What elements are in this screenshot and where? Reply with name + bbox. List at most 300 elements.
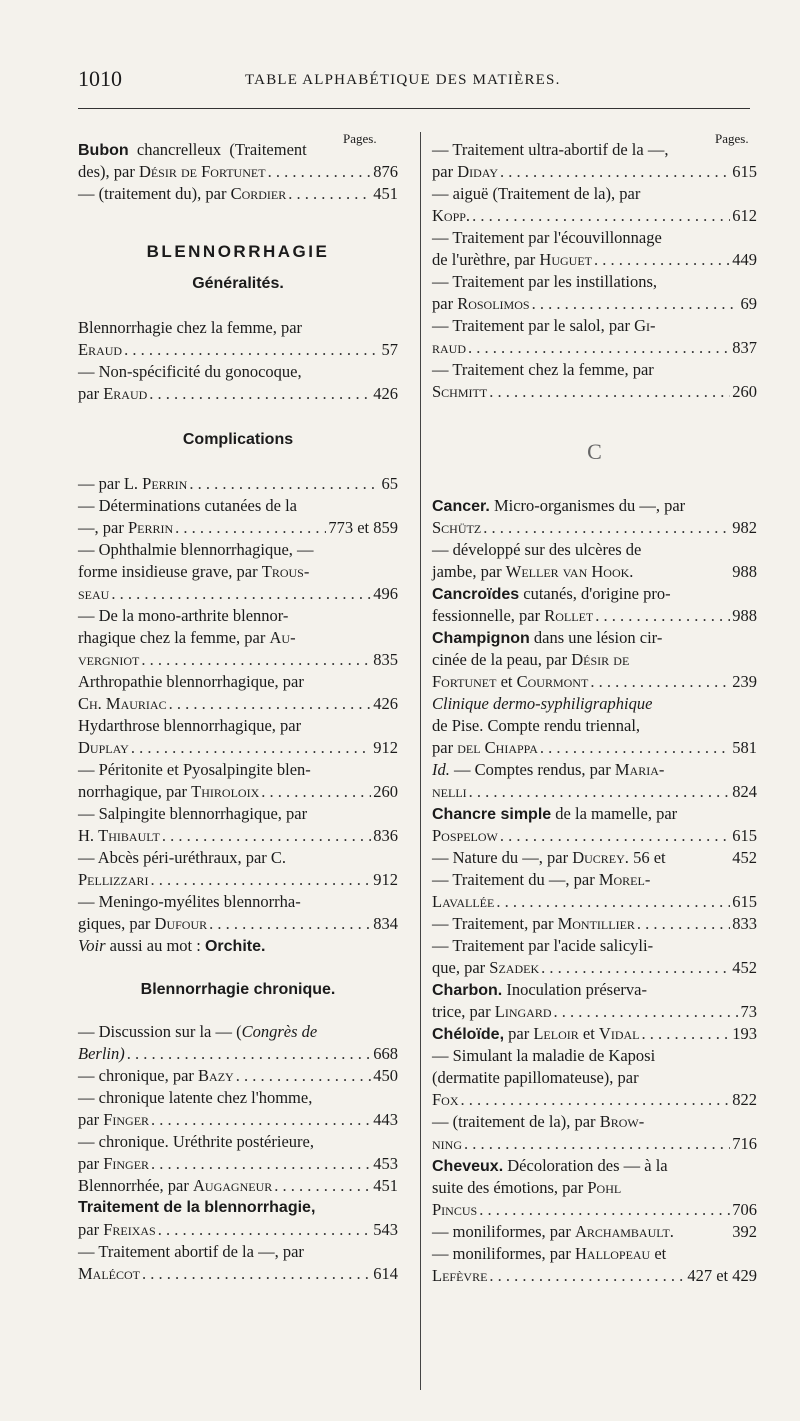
leader-dots bbox=[169, 693, 372, 715]
index-line bbox=[432, 1067, 757, 1089]
page-ref: 426 bbox=[373, 384, 398, 403]
entry-text: — Abcès péri-uréthraux, par C. bbox=[78, 848, 287, 867]
author-name: Trous- bbox=[261, 562, 310, 581]
leader-dots bbox=[141, 649, 371, 671]
author-name: Fox bbox=[432, 1090, 459, 1109]
entry-text: jambe, par bbox=[432, 562, 506, 581]
page-ref: 73 bbox=[740, 1002, 757, 1021]
leader-dots bbox=[274, 1175, 371, 1197]
entry-text: — Discussion sur la — ( bbox=[78, 1022, 242, 1041]
entry-text: de Pise. Compte rendu triennal, bbox=[432, 716, 641, 735]
index-line bbox=[432, 715, 757, 737]
index-line bbox=[78, 649, 398, 671]
author-name: ning bbox=[432, 1134, 462, 1153]
leader-dots bbox=[142, 1263, 371, 1285]
leader-dots bbox=[554, 1001, 739, 1023]
index-line bbox=[432, 1001, 757, 1023]
entry-text: — Ophthalmie blennorrhagique, — bbox=[78, 540, 314, 559]
author-name: Ch. Mauriac bbox=[78, 694, 167, 713]
entry-text: Décoloration des — à la bbox=[503, 1156, 668, 1175]
entry-text: — Traitement par le salol, par bbox=[432, 316, 635, 335]
entry-text: par bbox=[78, 1110, 104, 1129]
entry-text: et bbox=[496, 672, 517, 691]
page-ref: 452 bbox=[732, 958, 757, 977]
author-name: Malécot bbox=[78, 1264, 140, 1283]
leader-dots bbox=[461, 1089, 731, 1111]
author-name: Pohl bbox=[587, 1178, 622, 1197]
index-line bbox=[432, 1243, 757, 1265]
page-ref: 835 bbox=[373, 650, 398, 669]
page-ref: 451 bbox=[373, 1176, 398, 1195]
author-name: Gi- bbox=[634, 316, 656, 335]
leader-dots bbox=[261, 781, 371, 803]
entry-text: — aiguë (Traitement de la), par bbox=[432, 184, 641, 203]
leader-dots bbox=[540, 737, 730, 759]
index-line bbox=[78, 1087, 398, 1109]
page-ref: 988 bbox=[732, 606, 757, 625]
page-ref: 193 bbox=[732, 1024, 757, 1043]
index-line bbox=[432, 979, 757, 1001]
leader-dots bbox=[532, 293, 739, 315]
entry-text: par bbox=[78, 1154, 104, 1173]
index-line bbox=[78, 671, 398, 693]
index-line bbox=[78, 1153, 398, 1175]
page-ref: 392 bbox=[732, 1222, 757, 1241]
page-ref: 426 bbox=[373, 694, 398, 713]
entry-text: — Salpingite blennorrhagique, par bbox=[78, 804, 308, 823]
author-name: Finger bbox=[103, 1110, 150, 1129]
index-line bbox=[78, 913, 398, 935]
page-ref: 837 bbox=[732, 338, 757, 357]
author-name: Lefèvre bbox=[432, 1266, 488, 1285]
author-name: vergniot bbox=[78, 650, 140, 669]
author-name: Freixas bbox=[103, 1220, 156, 1239]
entry-text: — (traitement du), par bbox=[78, 184, 231, 203]
index-line bbox=[78, 495, 398, 517]
leader-dots bbox=[162, 825, 371, 847]
index-line bbox=[78, 539, 398, 561]
entry-text: Généralités. bbox=[192, 275, 284, 292]
leader-dots bbox=[642, 1023, 731, 1045]
author-name: seau bbox=[78, 584, 110, 603]
entry-text: — Nature du —, par bbox=[432, 848, 573, 867]
entry-text: (dermatite papillomateuse), par bbox=[432, 1068, 639, 1087]
entry-text: par bbox=[78, 1220, 104, 1239]
entry-text: — Meningo-myélites blennorrha- bbox=[78, 892, 301, 911]
index-line bbox=[432, 161, 757, 183]
index-line bbox=[432, 1177, 757, 1199]
entry-text: norrhagique, par bbox=[78, 782, 192, 801]
entry-text: — chronique latente chez l'homme, bbox=[78, 1088, 313, 1107]
index-line bbox=[78, 825, 398, 847]
page-ref: 543 bbox=[373, 1220, 398, 1239]
leader-dots bbox=[127, 1043, 372, 1065]
leader-dots bbox=[595, 605, 730, 627]
index-line bbox=[432, 583, 757, 605]
author-name: Brow- bbox=[599, 1112, 645, 1131]
leader-dots bbox=[483, 517, 730, 539]
pages-label: Pages. bbox=[343, 131, 377, 146]
page-ref: 65 bbox=[381, 474, 398, 493]
entry-text: de la mamelle, par bbox=[551, 804, 678, 823]
author-name: Cordier bbox=[230, 184, 287, 203]
leader-dots bbox=[594, 249, 730, 271]
index-line bbox=[432, 913, 757, 935]
author-name: Perrin bbox=[142, 474, 188, 493]
index-line bbox=[432, 1199, 757, 1221]
entry-text: rhagique chez la femme, par bbox=[78, 628, 270, 647]
index-line bbox=[432, 1089, 757, 1111]
entry-text: Berlin) bbox=[78, 1044, 125, 1063]
entry-text: Voir bbox=[78, 936, 106, 955]
entry-text: H. bbox=[78, 826, 99, 845]
index-line bbox=[432, 495, 757, 517]
index-line bbox=[432, 359, 757, 381]
entry-text: Micro-organismes du —, par bbox=[489, 496, 686, 515]
page-ref: 615 bbox=[732, 826, 757, 845]
index-line bbox=[78, 891, 398, 913]
index-line bbox=[432, 869, 757, 891]
entry-text: cutanés, d'origine pro- bbox=[519, 584, 671, 603]
index-line bbox=[78, 1021, 398, 1043]
index-line bbox=[78, 1241, 398, 1263]
index-line bbox=[432, 271, 757, 293]
leader-dots bbox=[489, 381, 730, 403]
entry-text: aussi au mot : bbox=[105, 936, 205, 955]
page-ref: 427 et 429 bbox=[687, 1266, 757, 1285]
running-title: TABLE ALPHABÉTIQUE DES MATIÈRES. bbox=[245, 72, 561, 88]
entry-text: — Simulant la maladie de Kaposi bbox=[432, 1046, 656, 1065]
index-line bbox=[432, 249, 757, 271]
page-ref: 836 bbox=[373, 826, 398, 845]
author-name: Au- bbox=[269, 628, 296, 647]
entry-text: cinée de la peau, par bbox=[432, 650, 572, 669]
entry-keyword: Cancroïdes bbox=[432, 586, 520, 603]
pages-label: Pages. bbox=[715, 131, 749, 146]
leader-dots bbox=[268, 161, 372, 183]
author-name: Pincus bbox=[432, 1200, 478, 1219]
author-name: Maria- bbox=[614, 760, 665, 779]
index-line bbox=[432, 1221, 757, 1243]
index-line bbox=[432, 759, 757, 781]
page-ref: 260 bbox=[732, 382, 757, 401]
leader-dots bbox=[209, 913, 371, 935]
entry-text: — Traitement par les instillations, bbox=[432, 272, 658, 291]
index-line bbox=[432, 539, 757, 561]
author-name: Désir de Fortunet bbox=[138, 162, 266, 181]
index-line bbox=[78, 383, 398, 405]
index-line bbox=[78, 803, 398, 825]
page-ref: 988 bbox=[732, 562, 757, 581]
leader-dots bbox=[236, 1065, 372, 1087]
page-ref: 716 bbox=[732, 1134, 757, 1153]
leader-dots bbox=[175, 517, 326, 539]
entry-text: par bbox=[78, 384, 104, 403]
author-name: Kopp. bbox=[432, 206, 471, 225]
page-ref: 260 bbox=[373, 782, 398, 801]
entry-text: — chronique. Uréthrite postérieure, bbox=[78, 1132, 314, 1151]
author-name: Courmont bbox=[516, 672, 589, 691]
index-line bbox=[432, 441, 757, 463]
leader-dots bbox=[149, 383, 371, 405]
entry-keyword: Orchite. bbox=[204, 938, 266, 955]
entry-text: — Péritonite et Pyosalpingite blen- bbox=[78, 760, 311, 779]
entry-text: C bbox=[587, 439, 602, 464]
entry-text: par bbox=[432, 162, 458, 181]
entry-text: — Comptes rendus, par bbox=[449, 760, 615, 779]
index-line bbox=[78, 429, 398, 451]
page-ref: 615 bbox=[732, 162, 757, 181]
entry-text: — moniliformes, par bbox=[432, 1244, 575, 1263]
index-line bbox=[78, 1175, 398, 1197]
page-ref: 912 bbox=[373, 738, 398, 757]
index-line bbox=[432, 517, 757, 539]
index-line bbox=[78, 1131, 398, 1153]
entry-keyword: Cancer. bbox=[432, 498, 490, 515]
page-ref: 443 bbox=[373, 1110, 398, 1129]
index-line bbox=[432, 1133, 757, 1155]
author-name: Hallopeau bbox=[574, 1244, 651, 1263]
entry-text: Complications bbox=[182, 431, 294, 448]
leader-dots bbox=[500, 825, 730, 847]
index-line bbox=[78, 517, 398, 539]
entry-text: des), par bbox=[78, 162, 139, 181]
entry-text: de l'urèthre, par bbox=[432, 250, 540, 269]
entry-text: — chronique, par bbox=[78, 1066, 199, 1085]
leader-dots bbox=[496, 891, 730, 913]
entry-text: —, par bbox=[78, 518, 128, 537]
leader-dots bbox=[151, 1109, 371, 1131]
author-name: Perrin bbox=[127, 518, 174, 537]
entry-text: Blennorrhée, par bbox=[78, 1176, 193, 1195]
index-line bbox=[432, 781, 757, 803]
entry-text: — De la mono-arthrite blennor- bbox=[78, 606, 289, 625]
entry-text: Inoculation préserva- bbox=[502, 980, 647, 999]
page-number: 1010 bbox=[78, 66, 122, 91]
index-line bbox=[432, 1155, 757, 1177]
entry-text: — par L. bbox=[78, 474, 143, 493]
index-line bbox=[78, 605, 398, 627]
index-line bbox=[432, 627, 757, 649]
author-name: Rollet bbox=[544, 606, 594, 625]
entry-keyword: Champignon bbox=[432, 630, 530, 647]
entry-text: et bbox=[650, 1244, 667, 1263]
page-ref: 450 bbox=[373, 1066, 398, 1085]
author-name: Dufour bbox=[154, 914, 208, 933]
index-line bbox=[432, 1111, 757, 1133]
page-ref: 614 bbox=[373, 1264, 398, 1283]
index-line bbox=[78, 339, 398, 361]
leader-dots bbox=[590, 671, 730, 693]
index-line bbox=[78, 1043, 398, 1065]
leader-dots bbox=[124, 339, 379, 361]
leader-dots bbox=[151, 869, 372, 891]
page-ref: 451 bbox=[373, 184, 398, 203]
author-name: Schmitt bbox=[432, 382, 488, 401]
index-line bbox=[78, 1197, 398, 1219]
leader-dots bbox=[469, 781, 731, 803]
entry-text: chancrelleux (Traitement bbox=[128, 140, 307, 159]
entry-keyword: Chéloïde, bbox=[432, 1026, 505, 1043]
index-line bbox=[78, 781, 398, 803]
index-line bbox=[432, 737, 757, 759]
entry-text: que, par bbox=[432, 958, 490, 977]
index-line bbox=[432, 671, 757, 693]
leader-dots bbox=[189, 473, 379, 495]
entry-text: — Traitement, par bbox=[432, 914, 558, 933]
page-ref: 912 bbox=[373, 870, 398, 889]
entry-keyword: Cheveux. bbox=[432, 1158, 504, 1175]
index-line bbox=[78, 979, 398, 1001]
page-ref: 834 bbox=[373, 914, 398, 933]
index-line bbox=[432, 227, 757, 249]
index-line bbox=[78, 561, 398, 583]
author-name: Rosolimos bbox=[457, 294, 530, 313]
author-name: Eraud bbox=[103, 384, 148, 403]
page-ref: 453 bbox=[373, 1154, 398, 1173]
page-ref: 69 bbox=[740, 294, 757, 313]
entry-keyword: Charbon. bbox=[432, 982, 503, 999]
entry-text: et bbox=[578, 1024, 599, 1043]
index-line bbox=[432, 847, 757, 869]
index-line bbox=[78, 715, 398, 737]
entry-text: BLENNORRHAGIE bbox=[146, 242, 330, 261]
entry-keyword: Bubon bbox=[78, 142, 129, 159]
author-name: Montillier bbox=[557, 914, 635, 933]
author-name: Eraud bbox=[78, 340, 123, 359]
leader-dots bbox=[111, 583, 371, 605]
page-ref: 824 bbox=[732, 782, 757, 801]
page-ref: 982 bbox=[732, 518, 757, 537]
entry-keyword: Traitement de la blennorrhagie, bbox=[78, 1199, 316, 1216]
page-ref: 706 bbox=[732, 1200, 757, 1219]
page-ref: 496 bbox=[373, 584, 398, 603]
author-name: Leloir bbox=[533, 1024, 579, 1043]
page-ref: 452 bbox=[732, 848, 757, 867]
index-line bbox=[432, 1265, 757, 1287]
leader-dots bbox=[288, 183, 371, 205]
index-line bbox=[432, 935, 757, 957]
index-line bbox=[78, 183, 398, 205]
entry-text: — Traitement par l'écouvillonnage bbox=[432, 228, 662, 247]
index-line bbox=[78, 693, 398, 715]
index-line bbox=[78, 1219, 398, 1241]
index-line bbox=[432, 649, 757, 671]
entry-text: Blennorrhagie chronique. bbox=[140, 981, 336, 998]
page-ref: 833 bbox=[732, 914, 757, 933]
author-name: Pospelow bbox=[432, 826, 498, 845]
index-line bbox=[432, 825, 757, 847]
index-line bbox=[78, 1263, 398, 1285]
page-ref: 876 bbox=[373, 162, 398, 181]
author-name: Duplay bbox=[78, 738, 129, 757]
entry-text: fessionnelle, par bbox=[432, 606, 545, 625]
entry-text: — Traitement chez la femme, par bbox=[432, 360, 654, 379]
index-line bbox=[432, 561, 757, 583]
page-ref: 449 bbox=[732, 250, 757, 269]
page-ref: 615 bbox=[732, 892, 757, 911]
author-name: Huguet bbox=[539, 250, 592, 269]
index-line bbox=[432, 1045, 757, 1067]
index-line bbox=[78, 869, 398, 891]
author-name: Thiroloix bbox=[191, 782, 260, 801]
author-name: Weller van Hook. bbox=[505, 562, 634, 581]
leader-dots bbox=[479, 1199, 730, 1221]
entry-text: — développé sur des ulcères de bbox=[432, 540, 642, 559]
author-name: Augagneur bbox=[193, 1176, 273, 1195]
author-name: Lavallée bbox=[432, 892, 495, 911]
index-line bbox=[78, 473, 398, 495]
author-name: Szadek bbox=[489, 958, 540, 977]
page-ref: 822 bbox=[732, 1090, 757, 1109]
index-line bbox=[432, 293, 757, 315]
author-name: Thibault bbox=[98, 826, 160, 845]
index-line bbox=[432, 139, 757, 161]
leader-dots bbox=[131, 737, 371, 759]
index-line bbox=[78, 847, 398, 869]
index-line bbox=[78, 1065, 398, 1087]
leader-dots bbox=[464, 1133, 730, 1155]
index-line bbox=[432, 337, 757, 359]
leader-dots bbox=[500, 161, 730, 183]
index-line bbox=[432, 205, 757, 227]
leader-dots bbox=[472, 205, 730, 227]
entry-text: par bbox=[504, 1024, 534, 1043]
index-line bbox=[432, 381, 757, 403]
leader-dots bbox=[468, 337, 730, 359]
author-name: Ducrey. bbox=[572, 848, 629, 867]
leader-dots bbox=[151, 1153, 371, 1175]
page-ref: 668 bbox=[373, 1044, 398, 1063]
leader-dots bbox=[541, 957, 730, 979]
index-line bbox=[432, 891, 757, 913]
entry-text: — Traitement du —, par bbox=[432, 870, 599, 889]
index-line bbox=[78, 161, 398, 183]
index-line bbox=[432, 605, 757, 627]
author-name: Fortunet bbox=[432, 672, 497, 691]
author-name: Morel- bbox=[598, 870, 651, 889]
entry-text: Arthropathie blennorrhagique, par bbox=[78, 672, 304, 691]
index-line bbox=[78, 139, 398, 161]
index-line bbox=[432, 183, 757, 205]
index-line bbox=[78, 583, 398, 605]
entry-text: Hydarthrose blennorrhagique, par bbox=[78, 716, 302, 735]
entry-text: trice, par bbox=[432, 1002, 495, 1021]
author-name: Pellizzari bbox=[78, 870, 149, 889]
author-name: Désir de bbox=[571, 650, 630, 669]
index-line bbox=[78, 361, 398, 383]
author-name: Schütz bbox=[432, 518, 482, 537]
page-ref: 773 et 859 bbox=[328, 518, 398, 537]
entry-text: — (traitement de la), par bbox=[432, 1112, 600, 1131]
entry-text: suite des émotions, par bbox=[432, 1178, 588, 1197]
leader-dots bbox=[158, 1219, 372, 1241]
entry-text: par bbox=[432, 738, 458, 757]
index-line bbox=[78, 273, 398, 295]
author-name: Archambault. bbox=[574, 1222, 674, 1241]
index-line bbox=[78, 935, 398, 957]
index-line bbox=[78, 627, 398, 649]
entry-keyword: Chancre simple bbox=[432, 806, 552, 823]
author-name: del Chiappa bbox=[457, 738, 538, 757]
page-ref: 57 bbox=[381, 340, 398, 359]
entry-text: Blennorrhagie chez la femme, par bbox=[78, 318, 303, 337]
index-line bbox=[78, 737, 398, 759]
entry-text: — Traitement ultra-abortif de la —, bbox=[432, 140, 669, 159]
entry-text: forme insidieuse grave, par bbox=[78, 562, 262, 581]
leader-dots bbox=[637, 913, 730, 935]
index-line bbox=[78, 241, 398, 263]
